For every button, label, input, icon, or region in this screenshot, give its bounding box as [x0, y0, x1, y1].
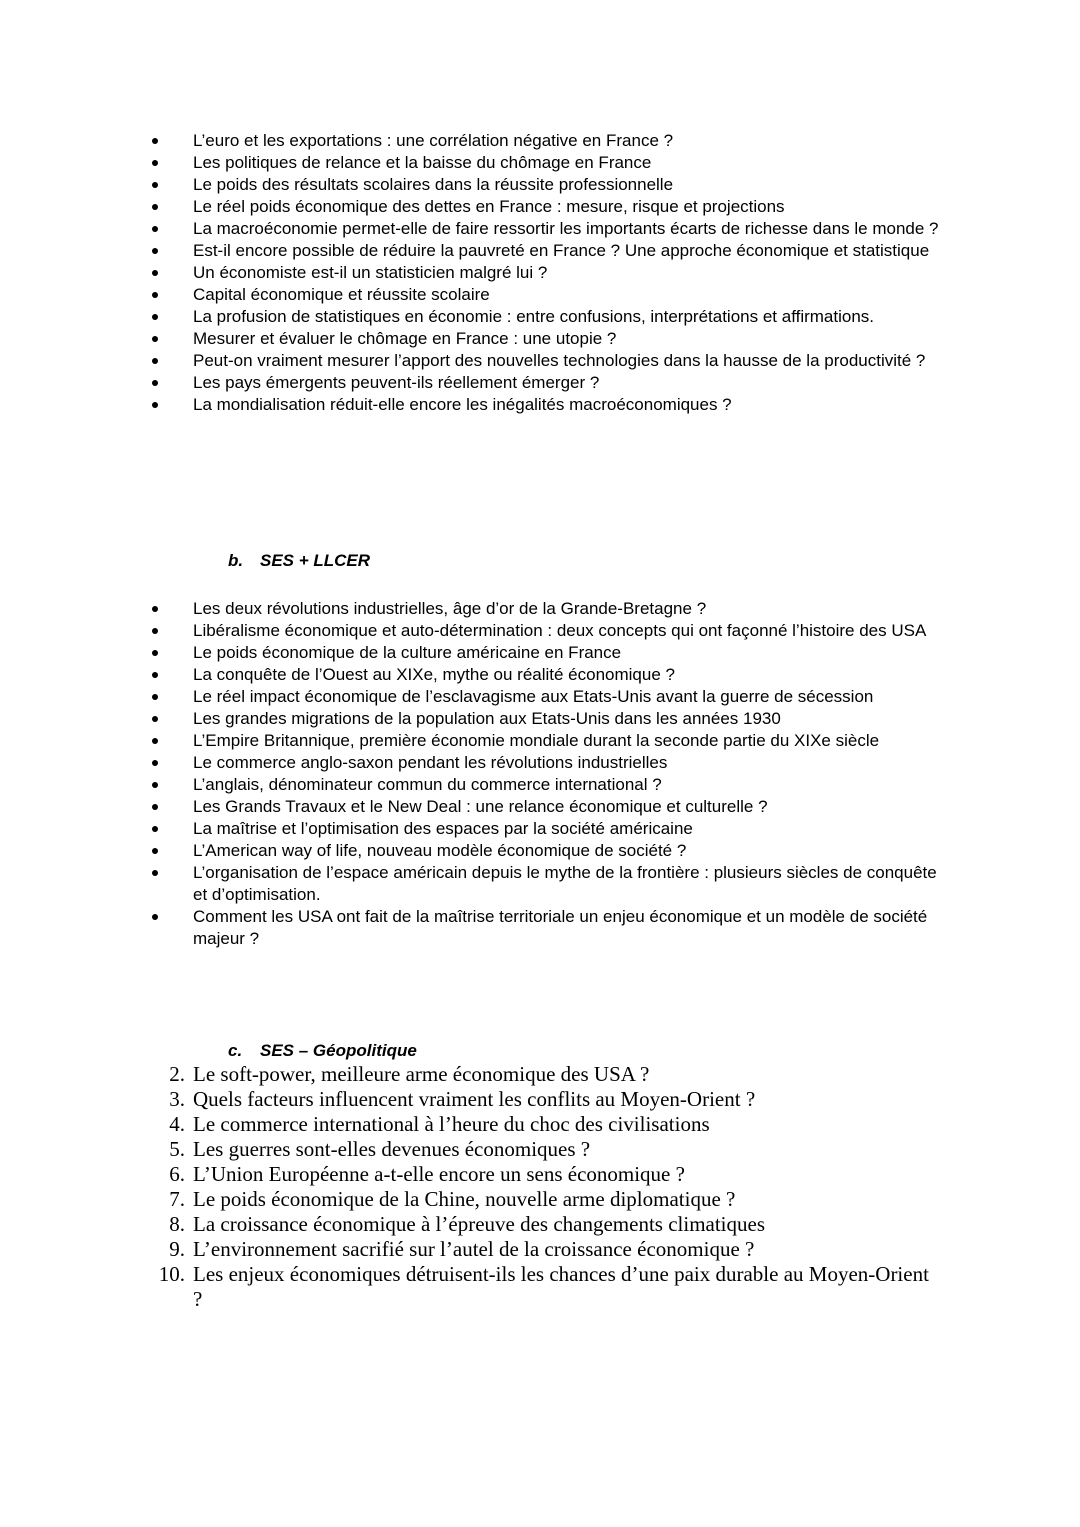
list-item-text: Capital économique et réussite scolaire [193, 285, 490, 304]
list-item-text: L’Union Européenne a-t-elle encore un sens économique ? [193, 1162, 685, 1186]
bullet-icon [152, 336, 158, 342]
list-item [150, 328, 950, 350]
list-item [150, 620, 950, 642]
bullet-icon [152, 358, 158, 364]
list-item [150, 1062, 940, 1087]
list-item-text: Quels facteurs influencent vraiment les conflits au Moyen-Orient ? [193, 1087, 756, 1111]
list-item [150, 752, 950, 774]
list-item-text: Les pays émergents peuvent-ils réellement émerger ? [193, 373, 600, 392]
list-item [150, 196, 950, 218]
list-item [150, 130, 950, 152]
list-item [150, 284, 950, 306]
list-item-text: Le réel impact économique de l’esclavagisme aux Etats-Unis avant la guerre de sécession [193, 687, 874, 706]
list-item-text: Les politiques de relance et la baisse du chômage en France [193, 153, 652, 172]
list-item-text: La conquête de l’Ouest au XIXe, mythe ou réalité économique ? [193, 665, 675, 684]
list-item [150, 774, 950, 796]
list-item-text: Les Grands Travaux et le New Deal : une relance économique et culturelle ? [193, 797, 768, 816]
list-item-text: Comment les USA ont fait de la maîtrise territoriale un enjeu économique et un modèle de société majeur ? [193, 907, 928, 948]
bullet-icon [152, 292, 158, 298]
item-number: 4. [169, 1112, 185, 1136]
bullet-icon [152, 160, 158, 166]
list-item [150, 262, 950, 284]
list-item [150, 664, 950, 686]
list-item [150, 1112, 940, 1137]
list-item-text: Mesurer et évaluer le chômage en France : une utopie ? [193, 329, 617, 348]
section-a-list [150, 130, 950, 416]
section-b-title: SES + LLCER [260, 551, 371, 570]
list-item [150, 218, 950, 240]
section-c-marker: c. [228, 1041, 243, 1060]
list-item-text: Les enjeux économiques détruisent-ils les chances d’une paix durable au Moyen-Orient ? [193, 1262, 929, 1311]
item-number: 9. [169, 1237, 185, 1261]
item-number: 2. [169, 1062, 185, 1086]
list-item-text: Un économiste est-il un statisticien malgré lui ? [193, 263, 548, 282]
list-item-text: L’Empire Britannique, première économie mondiale durant la seconde partie du XIXe siècle [193, 731, 880, 750]
bullet-icon [152, 628, 158, 634]
bullet-icon [152, 716, 158, 722]
list-item-text: L’euro et les exportations : une corrélation négative en France ? [193, 131, 674, 150]
list-item [150, 796, 950, 818]
list-item-text: L’anglais, dénominateur commun du commerce international ? [193, 775, 662, 794]
list-item [150, 1237, 940, 1262]
list-item [150, 598, 950, 620]
item-number: 10. [158, 1262, 185, 1286]
bullet-icon [152, 204, 158, 210]
bullet-icon [152, 380, 158, 386]
list-item [150, 862, 950, 906]
bullet-icon [152, 782, 158, 788]
list-item [150, 306, 950, 328]
section-c-heading [228, 1040, 417, 1062]
list-item [150, 1262, 940, 1312]
list-item-text: La mondialisation réduit-elle encore les inégalités macroéconomiques ? [193, 395, 732, 414]
bullet-icon [152, 760, 158, 766]
list-item-text: Le poids économique de la culture américaine en France [193, 643, 622, 662]
list-item [150, 394, 950, 416]
bullet-icon [152, 606, 158, 612]
list-item-text: Les guerres sont-elles devenues économiques ? [193, 1137, 591, 1161]
bullet-icon [152, 270, 158, 276]
list-item [150, 642, 950, 664]
list-item-text: La profusion de statistiques en économie : entre confusions, interprétations et affirmations. [193, 307, 875, 326]
list-item-text: Le réel poids économique des dettes en France : mesure, risque et projections [193, 197, 785, 216]
list-item-text: Le poids économique de la Chine, nouvelle arme diplomatique ? [193, 1187, 736, 1211]
bullet-icon [152, 402, 158, 408]
bullet-icon [152, 248, 158, 254]
list-item-text: Le soft-power, meilleure arme économique des USA ? [193, 1062, 650, 1086]
list-item-text: La croissance économique à l’épreuve des changements climatiques [193, 1212, 766, 1236]
list-item-text: Les grandes migrations de la population aux Etats-Unis dans les années 1930 [193, 709, 781, 728]
list-item-text: L’environnement sacrifié sur l’autel de la croissance économique ? [193, 1237, 755, 1261]
list-item [150, 686, 950, 708]
list-item [150, 1212, 940, 1237]
list-item-text: Les deux révolutions industrielles, âge d’or de la Grande-Bretagne ? [193, 599, 707, 618]
bullet-icon [152, 226, 158, 232]
list-item [150, 840, 950, 862]
bullet-icon [152, 314, 158, 320]
list-item-text: Le poids des résultats scolaires dans la réussite professionnelle [193, 175, 674, 194]
bullet-icon [152, 848, 158, 854]
list-item [150, 906, 950, 950]
list-item-text: Le commerce international à l’heure du choc des civilisations [193, 1112, 710, 1136]
bullet-icon [152, 804, 158, 810]
list-item [150, 1087, 940, 1112]
list-item-text: Le commerce anglo-saxon pendant les révolutions industrielles [193, 753, 668, 772]
list-item [150, 1187, 940, 1212]
item-number: 6. [169, 1162, 185, 1186]
item-number: 3. [169, 1087, 185, 1111]
item-number: 7. [169, 1187, 185, 1211]
item-number: 5. [169, 1137, 185, 1161]
list-item [150, 1162, 940, 1187]
bullet-icon [152, 826, 158, 832]
bullet-icon [152, 182, 158, 188]
section-c-list [150, 1062, 940, 1312]
list-item-text: L’American way of life, nouveau modèle économique de société ? [193, 841, 687, 860]
bullet-icon [152, 738, 158, 744]
section-b-heading [228, 550, 370, 572]
list-item [150, 152, 950, 174]
section-b-list [150, 598, 950, 950]
list-item [150, 730, 950, 752]
list-item-text: La macroéconomie permet-elle de faire ressortir les importants écarts de richesse dans le monde ? [193, 219, 939, 238]
list-item [150, 350, 950, 372]
item-number: 8. [169, 1212, 185, 1236]
list-item [150, 372, 950, 394]
list-item [150, 708, 950, 730]
list-item [150, 240, 950, 262]
list-item [150, 818, 950, 840]
list-item [150, 1137, 940, 1162]
list-item [150, 174, 950, 196]
list-item-text: Libéralisme économique et auto-détermination : deux concepts qui ont façonné l’histoire des USA [193, 621, 927, 640]
bullet-icon [152, 870, 158, 876]
list-item-text: Est-il encore possible de réduire la pauvreté en France ? Une approche économique et statistique [193, 241, 930, 260]
list-item-text: Peut-on vraiment mesurer l’apport des nouvelles technologies dans la hausse de la productivité ? [193, 351, 926, 370]
bullet-icon [152, 138, 158, 144]
bullet-icon [152, 650, 158, 656]
section-c-title: SES – Géopolitique [260, 1041, 417, 1060]
section-b-marker: b. [228, 551, 244, 570]
bullet-icon [152, 672, 158, 678]
bullet-icon [152, 914, 158, 920]
list-item-text: La maîtrise et l’optimisation des espaces par la société américaine [193, 819, 693, 838]
list-item-text: L’organisation de l’espace américain depuis le mythe de la frontière : plusieurs siècles de conquête et d’optimisation. [193, 863, 937, 904]
bullet-icon [152, 694, 158, 700]
